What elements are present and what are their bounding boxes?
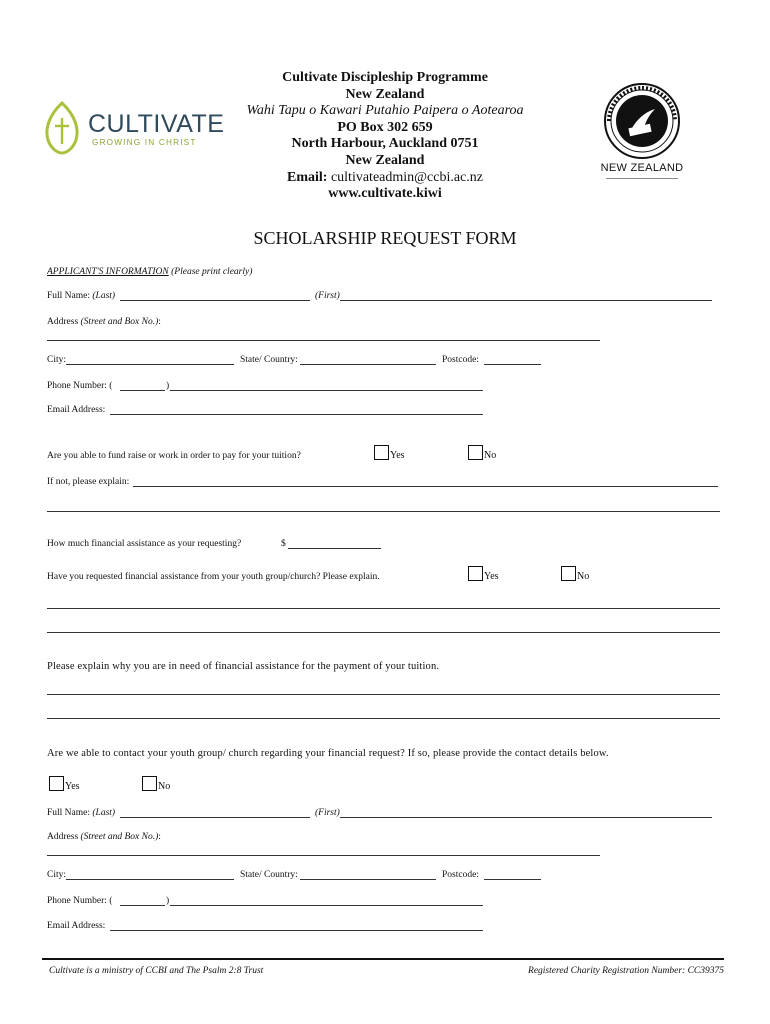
q1-yes-checkbox[interactable] (374, 445, 389, 460)
email-address-label: Email Address: (47, 405, 106, 415)
address-country: New Zealand (345, 152, 425, 168)
country: New Zealand (345, 86, 425, 102)
first-label: (First) (315, 291, 340, 301)
need-field-1[interactable] (47, 694, 720, 695)
church-phone-paren: ) (166, 896, 170, 906)
programme-name: Cultivate Discipleship Programme (282, 70, 488, 85)
footer-ministry: Cultivate is a ministry of CCBI and The Psalm 2:8 Trust (49, 966, 264, 976)
q3-no-checkbox[interactable] (561, 566, 576, 581)
church-state-label: State/ Country: (240, 870, 298, 880)
seal-label: NEW ZEALAND (600, 162, 684, 174)
section-note: (Please print clearly) (171, 267, 253, 277)
church-city-field[interactable] (66, 879, 234, 880)
address-city: North Harbour, Auckland 0751 (291, 136, 479, 152)
phone-paren: ) (166, 381, 170, 391)
need-field-2[interactable] (47, 718, 720, 719)
phone-area-field[interactable] (120, 390, 165, 391)
state-label: State/ Country: (240, 355, 298, 365)
section-header (47, 267, 252, 277)
church-address-field[interactable] (47, 855, 600, 856)
church-city-label: City: (47, 870, 67, 880)
church-phone-field[interactable] (170, 905, 483, 906)
church-postcode-label: Postcode: (442, 870, 479, 880)
question-fundraise: Are you able to fund raise or work in order to pay for your tuition? (47, 451, 301, 461)
postcode-field[interactable] (484, 364, 541, 365)
section-title: APPLICANT'S INFORMATION (47, 267, 169, 277)
organization-header (200, 70, 570, 203)
church-phone-label: Phone Number: ( (47, 896, 113, 906)
q5-yes-option[interactable]: Yes (49, 776, 80, 792)
city-label: City: (47, 355, 67, 365)
phone-label: Phone Number: ( (47, 381, 113, 391)
question-contact: Are we able to contact your youth group/ church regarding your financial request? If so, please provide the contact details below. (47, 748, 609, 759)
q1-yes-option[interactable]: Yes (374, 445, 405, 461)
q3-yes-option[interactable]: Yes (468, 566, 499, 582)
explain-label: If not, please explain: (47, 477, 130, 487)
question-amount: How much financial assistance as your requesting? (47, 539, 242, 549)
dollar-sign: $ (281, 539, 286, 549)
q1-no-checkbox[interactable] (468, 445, 483, 460)
church-first-label: (First) (315, 808, 340, 818)
amount-field[interactable] (288, 548, 381, 549)
church-full-name-label: Full Name: (Last) (47, 808, 116, 818)
address-field[interactable] (47, 340, 600, 341)
logo-brand: CULTIVATE (88, 110, 225, 138)
form-title: SCHOLARSHIP REQUEST FORM (253, 228, 517, 248)
q5-yes-checkbox[interactable] (49, 776, 64, 791)
footer-rule (42, 958, 724, 960)
q1-no-option[interactable]: No (468, 445, 496, 461)
postcode-label: Postcode: (442, 355, 479, 365)
church-phone-area-field[interactable] (120, 905, 165, 906)
question-youth-group: Have you requested financial assistance from your youth group/church? Please explain. (47, 572, 380, 582)
q3-no-option[interactable]: No (561, 566, 589, 582)
question-need: Please explain why you are in need of financial assistance for the payment of your tuition. (47, 661, 440, 672)
q5-no-option[interactable]: No (142, 776, 170, 792)
footer-charity-number: Registered Charity Registration Number: CC39375 (528, 966, 724, 976)
explain-field-1[interactable] (133, 486, 718, 487)
logo-tagline: GROWING IN CHRIST (92, 138, 197, 147)
church-first-name-field[interactable] (340, 817, 712, 818)
maori-name: Wahi Tapu o Kawari Putahio Paipera o Aotearoa (246, 103, 524, 119)
youth-group-field-1[interactable] (47, 608, 720, 609)
church-postcode-field[interactable] (484, 879, 541, 880)
email-label: Email: (287, 169, 328, 185)
church-email-field[interactable] (110, 930, 483, 931)
email-value[interactable]: cultivateadmin@ccbi.ac.nz (330, 169, 483, 185)
full-name-label: Full Name: (Last) (47, 291, 116, 301)
last-name-field[interactable] (120, 300, 310, 301)
city-field[interactable] (66, 364, 234, 365)
q5-no-checkbox[interactable] (142, 776, 157, 791)
church-email-label: Email Address: (47, 921, 106, 931)
website-link[interactable]: www.cultivate.kiwi (328, 186, 442, 202)
phone-field[interactable] (170, 390, 483, 391)
email-address-field[interactable] (110, 414, 483, 415)
first-name-field[interactable] (340, 300, 712, 301)
po-box: PO Box 302 659 (337, 119, 433, 135)
cultivate-logo (42, 100, 225, 156)
explain-field-2[interactable] (47, 511, 720, 512)
address-label: Address (Street and Box No.): (47, 317, 161, 327)
seal-icon (603, 82, 681, 160)
church-address-label: Address (Street and Box No.): (47, 832, 161, 842)
state-field[interactable] (300, 364, 436, 365)
church-state-field[interactable] (300, 879, 436, 880)
church-last-name-field[interactable] (120, 817, 310, 818)
bible-college-seal (598, 82, 686, 182)
q3-yes-checkbox[interactable] (468, 566, 483, 581)
leaf-cross-icon (42, 100, 82, 156)
youth-group-field-2[interactable] (47, 632, 720, 633)
